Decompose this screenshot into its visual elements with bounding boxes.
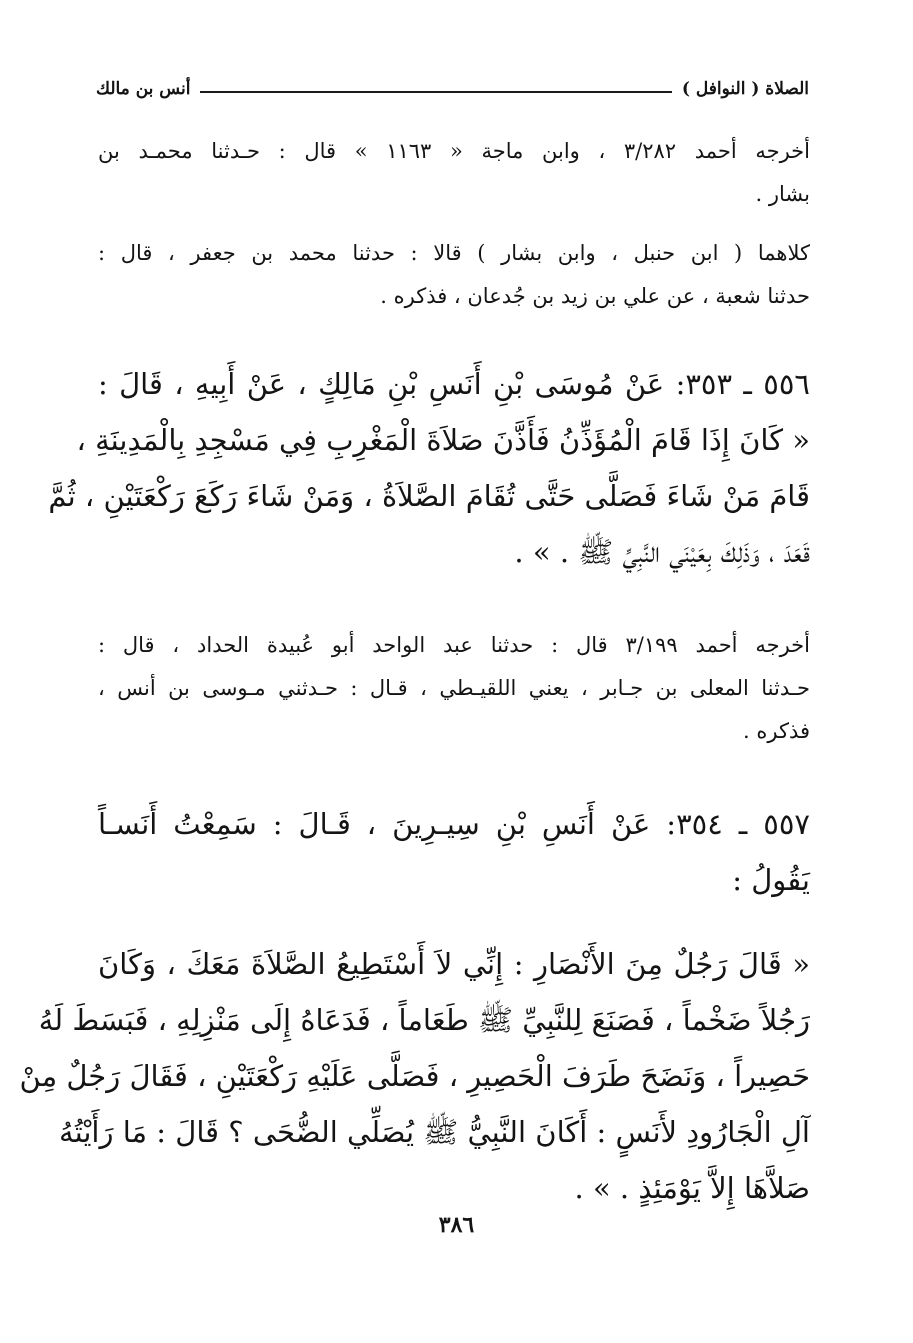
running-header [96, 74, 809, 104]
takhrij-note-1 [98, 130, 810, 216]
hadith-line: يَقُولُ : [732, 863, 810, 897]
text-line: حـدثنا المعلى بن جـابر ، يعني اللقيـطي ، قـال : حـدثني مـوسى بن أنس ، [98, 676, 810, 700]
header-rule [200, 91, 671, 93]
hadith-line: ٥٥٦ ـ ٣٥٣: عَنْ مُوسَى بْنِ أَنَسِ بْنِ مَالِكٍ ، عَنْ أَبِيهِ ، قَالَ : [98, 367, 810, 401]
text-line: كلاهما ( ابن حنبل ، وابن بشار ) قالا : حدثنا محمد بن جعفر ، قال : [98, 241, 810, 265]
hadith-line: قَعَدَ ، وَذَلِكَ بِعَيْنَي النَّبِيِّ ﷺ . » . [514, 535, 810, 569]
text-line: بشار . [755, 182, 810, 206]
text-line: حدثنا شعبة ، عن علي بن زيد بن جُدعان ، فذكره . [380, 284, 810, 308]
hadith-557-matn [19, 936, 810, 1216]
hadith-557-isnad [98, 796, 810, 908]
text-line: أخرجه أحمد ٣/٢٨٢ ، وابن ماجة « ١١٦٣ » قال : حـدثنا محمـد بن [98, 139, 810, 163]
hadith-line: صَلاَّهَا إِلاَّ يَوْمَئِذٍ . » . [574, 1171, 810, 1205]
header-narrator-title: أنس بن مالك [96, 79, 191, 99]
hadith-line: « قَالَ رَجُلٌ مِنَ الأَنْصَارِ : إِنِّي لاَ أَسْتَطِيعُ الصَّلاَةَ مَعَكَ ، وَكَانَ [98, 947, 810, 981]
hadith-line: رَجُلاً ضَخْماً ، فَصَنَعَ لِلنَّبِيِّ ﷺ طَعَاماً ، فَدَعَاهُ إِلَى مَنْزِلِهِ ، فَبَسَطَ لَهُ [38, 1003, 810, 1037]
hadith-line: قَامَ مَنْ شَاءَ فَصَلَّى حَتَّى تُقَامَ الصَّلاَةُ ، وَمَنْ شَاءَ رَكَعَ رَكْعَتَيْنِ ، ثُمَّ [48, 479, 810, 513]
header-chapter-title: الصلاة ( النوافل ) [681, 79, 809, 99]
hadith-line: آلِ الْجَارُودِ لأَنَسٍ : أَكَانَ النَّبِيُّ ﷺ يُصَلِّي الضُّحَى ؟ قَالَ : مَا رَأَيْتُهُ [59, 1115, 810, 1149]
hadith-line: « كَانَ إِذَا قَامَ الْمُؤَذِّنُ فَأَذَّنَ صَلاَةَ الْمَغْرِبِ فِي مَسْجِدِ بِالْمَدِينَةِ ، [76, 423, 810, 457]
takhrij-note-3 [98, 624, 810, 753]
text-line: فذكره . [743, 719, 810, 743]
page-number: ٣٨٦ [438, 1212, 475, 1238]
hadith-line: حَصِيراً ، وَنَضَحَ طَرَفَ الْحَصِيرِ ، فَصَلَّى عَلَيْهِ رَكْعَتَيْنِ ، فَقَالَ رَجُلٌ مِنْ [19, 1059, 810, 1093]
hadith-556 [48, 356, 810, 580]
text-line: أخرجه أحمد ٣/١٩٩ قال : حدثنا عبد الواحد أبو عُبيدة الحداد ، قال : [98, 633, 810, 657]
hadith-line: ٥٥٧ ـ ٣٥٤: عَنْ أَنَسِ بْنِ سِيـرِينَ ، قَـالَ : سَمِعْتُ أَنَسـاً [98, 807, 810, 841]
takhrij-note-2 [98, 232, 810, 318]
